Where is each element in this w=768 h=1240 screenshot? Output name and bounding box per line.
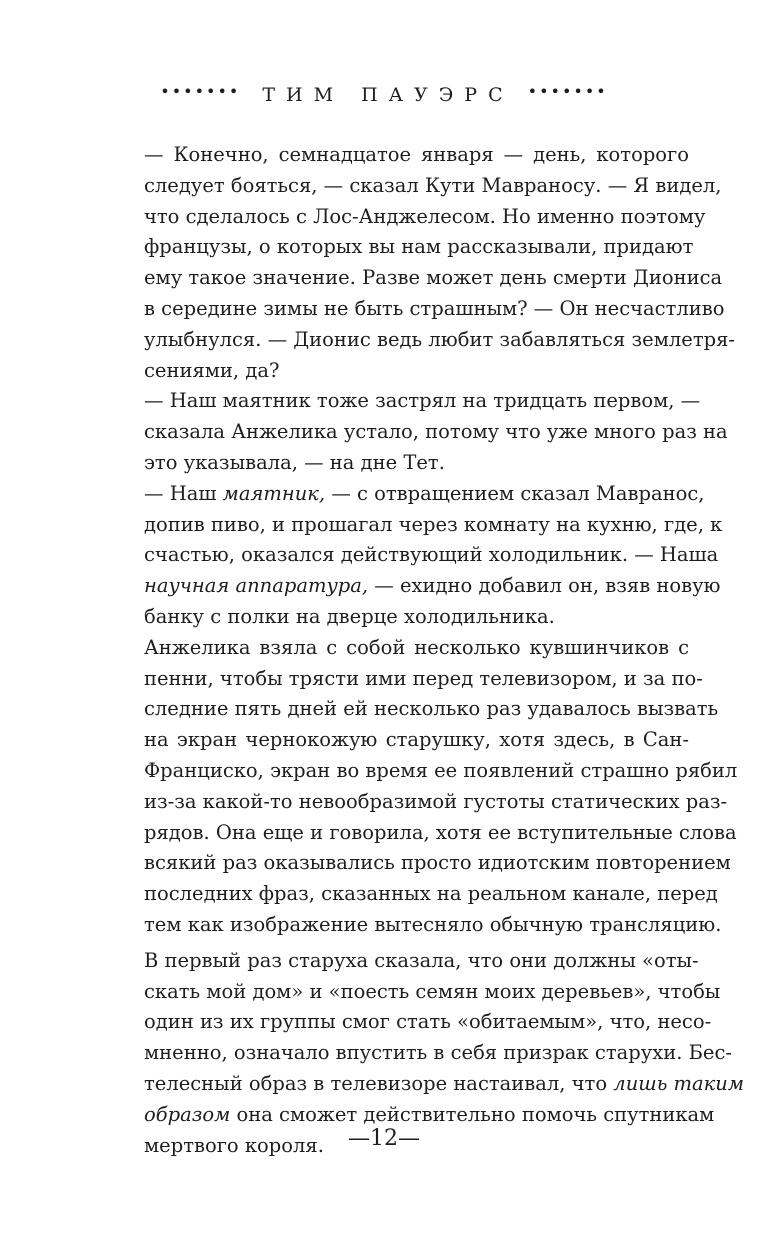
body-text xyxy=(144,140,745,1161)
text-line: В первый раз старуха сказала, что они должны «оты- xyxy=(144,948,699,972)
text-line: на экран чернокожую старушку, хотя здесь, в Сан- xyxy=(144,728,689,752)
text-line: — Конечно, семнадцатое января — день, которого xyxy=(144,143,689,166)
text-line: один из их группы смог стать «обитаемым», что, несо- xyxy=(144,1010,712,1034)
text-line: банку с полки на дверце холодильника. xyxy=(144,604,555,628)
paragraph-4 xyxy=(144,633,738,941)
paragraph-3 xyxy=(144,479,723,633)
text-line: это указывала, — на дне Тет. xyxy=(144,450,445,474)
text-line: из-за какой-то невообразимой густоты статических раз- xyxy=(144,789,728,813)
ornament-dots-right: ••••••• xyxy=(527,82,608,101)
text-line xyxy=(144,571,721,602)
text-line: — Наш маятник тоже застрял на тридцать первом, — xyxy=(144,389,701,413)
text-line: всякий раз оказывались просто идиотским повторением xyxy=(144,851,731,875)
text-line: мненно, означало впустить в себя призрак старухи. Бес- xyxy=(144,1041,732,1065)
page-number: —12— xyxy=(348,1126,420,1151)
text-line: Анжелика взяла с собой несколько кувшинчиков с xyxy=(144,635,689,659)
text-line: пенни, чтобы трясти ими перед телевизором, и за по- xyxy=(144,666,703,690)
text-run: она сможет действительно помочь спутникам xyxy=(230,1102,715,1126)
text-line: улыбнулся. — Дионис ведь любит забавляться землетря- xyxy=(144,327,735,351)
text-line: ему такое значение. Разве может день смерти Диониса xyxy=(144,266,723,290)
text-line: в середине зимы не быть страшным? — Он несчастливо xyxy=(144,296,725,320)
ornament-dots-left: ••••••• xyxy=(160,82,241,101)
text-line: следние пять дней ей несколько раз удавалось вызвать xyxy=(144,697,719,721)
text-line xyxy=(144,479,705,510)
text-line: допив пиво, и прошагал через комнату на кухню, где, к xyxy=(144,512,723,536)
text-line: что сделалось с Лос-Анджелесом. Но именно поэтому xyxy=(144,204,706,228)
text-run: — Наш xyxy=(144,481,223,505)
italic-run: лишь таким xyxy=(613,1071,745,1095)
text-run: — с отвращением сказал Мавранос, xyxy=(325,481,705,505)
text-line: скать мой дом» и «поесть семян моих деревьев», чтобы xyxy=(144,979,721,1003)
paragraph-1 xyxy=(144,140,735,386)
author-name: ТИМ ПАУЭРС xyxy=(262,84,514,106)
text-line: сказала Анжелика устало, потому что уже много раз на xyxy=(144,420,728,444)
text-line: тем как изображение вытесняло обычную трансляцию. xyxy=(144,912,722,936)
text-line: счастью, оказался действующий холодильник. — Наша xyxy=(144,543,719,567)
text-line: следует бояться, — сказал Кути Мавраносу. — Я видел, xyxy=(144,173,722,197)
text-run: — ехидно добавил он, взяв новую xyxy=(368,574,721,598)
text-line: рядов. Она еще и говорила, хотя ее вступительные слова xyxy=(144,820,737,844)
running-head xyxy=(0,84,768,106)
text-line: мертвого короля. xyxy=(144,1133,324,1157)
text-line xyxy=(144,1069,745,1100)
text-line: французы, о которых вы нам рассказывали, придают xyxy=(144,235,694,259)
text-line: последних фраз, сказанных на реальном канале, перед xyxy=(144,882,718,906)
italic-run: научная аппаратура, xyxy=(144,574,369,598)
text-line: сениями, да? xyxy=(144,358,280,382)
text-line: Франциско, экран во время ее появлений страшно рябил xyxy=(144,758,738,782)
italic-run: маятник, xyxy=(222,481,326,505)
italic-run: образом xyxy=(144,1102,231,1126)
paragraph-2 xyxy=(144,386,728,478)
text-run: телесный образ в телевизоре настаивал, что xyxy=(144,1071,608,1095)
